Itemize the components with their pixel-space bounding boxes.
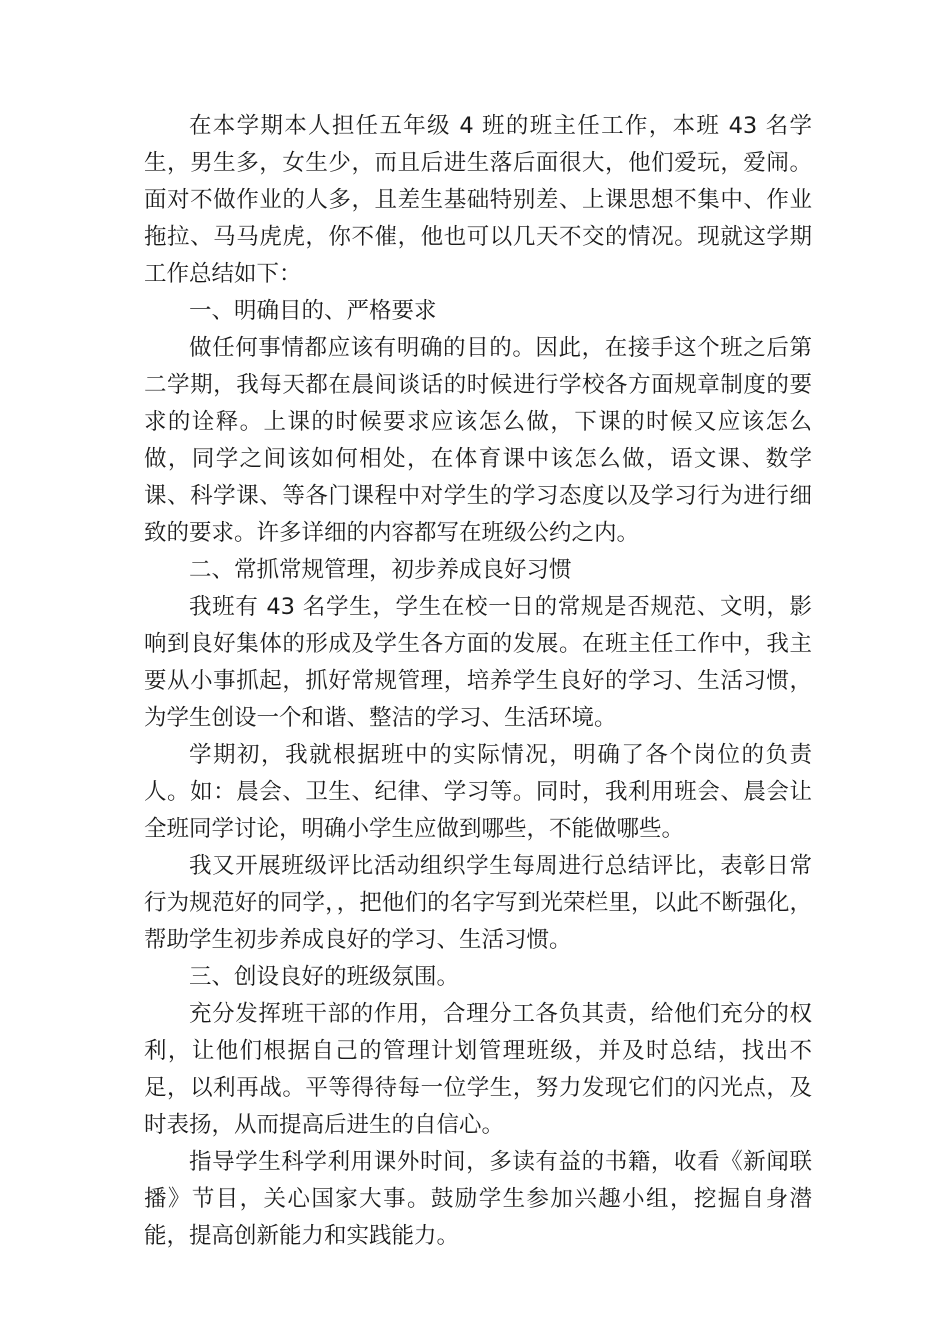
paragraph-section-2-c: 我又开展班级评比活动组织学生每周进行总结评比，表彰日常行为规范好的同学，，把他们的名字写到光荣栏里，以此不断强化，帮助学生初步养成良好的学习、生活习惯。 (144, 853, 812, 953)
paragraph-section-1: 做任何事情都应该有明确的目的。因此，在接手这个班之后第二学期，我每天都在晨间谈话的时候进行学校各方面规章制度的要求的诠释。上课的时候要求应该怎么做，下课的时候又应该怎么做，同学之间该如何相处，在体育课中该怎么做，语文课、数学课、科学课、等各门课程中对学生的学习态度以及学习行为进行细致的要求。许多详细的内容都写在班级公约之内。 (144, 335, 812, 546)
section-heading-2: 二、常抓常规管理，初步养成良好习惯 (189, 557, 572, 583)
paragraph-section-2-a: 我班有 43 名学生，学生在校一日的常规是否规范、文明，影响到良好集体的形成及学生各方面的发展。在班主任工作中，我主要从小事抓起，抓好常规管理，培养学生良好的学习、生活习惯，为学生创设一个和谐、整洁的学习、生活环境。 (144, 594, 812, 731)
paragraph-intro: 在本学期本人担任五年级 4 班的班主任工作，本班 43 名学生，男生多，女生少，而且后进生落后面很大，他们爱玩，爱闹。面对不做作业的人多，且差生基础特别差、上课思想不集中、作业拖拉、马马虎虎，你不催，他也可以几天不交的情况。现就这学期工作总结如下： (144, 113, 812, 287)
document-page (144, 108, 812, 1255)
paragraph-section-2-b: 学期初，我就根据班中的实际情况，明确了各个岗位的负责人。如：晨会、卫生、纪律、学习等。同时，我利用班会、晨会让全班同学讨论，明确小学生应做到哪些，不能做哪些。 (144, 742, 812, 842)
paragraph-section-3-a: 充分发挥班干部的作用，合理分工各负其责，给他们充分的权利，让他们根据自己的管理计划管理班级，并及时总结，找出不足，以利再战。平等得待每一位学生，努力发现它们的闪光点，及时表扬，从而提高后进生的自信心。 (144, 1001, 812, 1138)
paragraph-section-3-b: 指导学生科学利用课外时间，多读有益的书籍，收看《新闻联播》节目，关心国家大事。鼓励学生参加兴趣小组，挖掘自身潜能，提高创新能力和实践能力。 (144, 1149, 812, 1249)
section-heading-1: 一、明确目的、严格要求 (189, 298, 437, 324)
section-heading-3: 三、创设良好的班级氛围。 (189, 964, 460, 990)
